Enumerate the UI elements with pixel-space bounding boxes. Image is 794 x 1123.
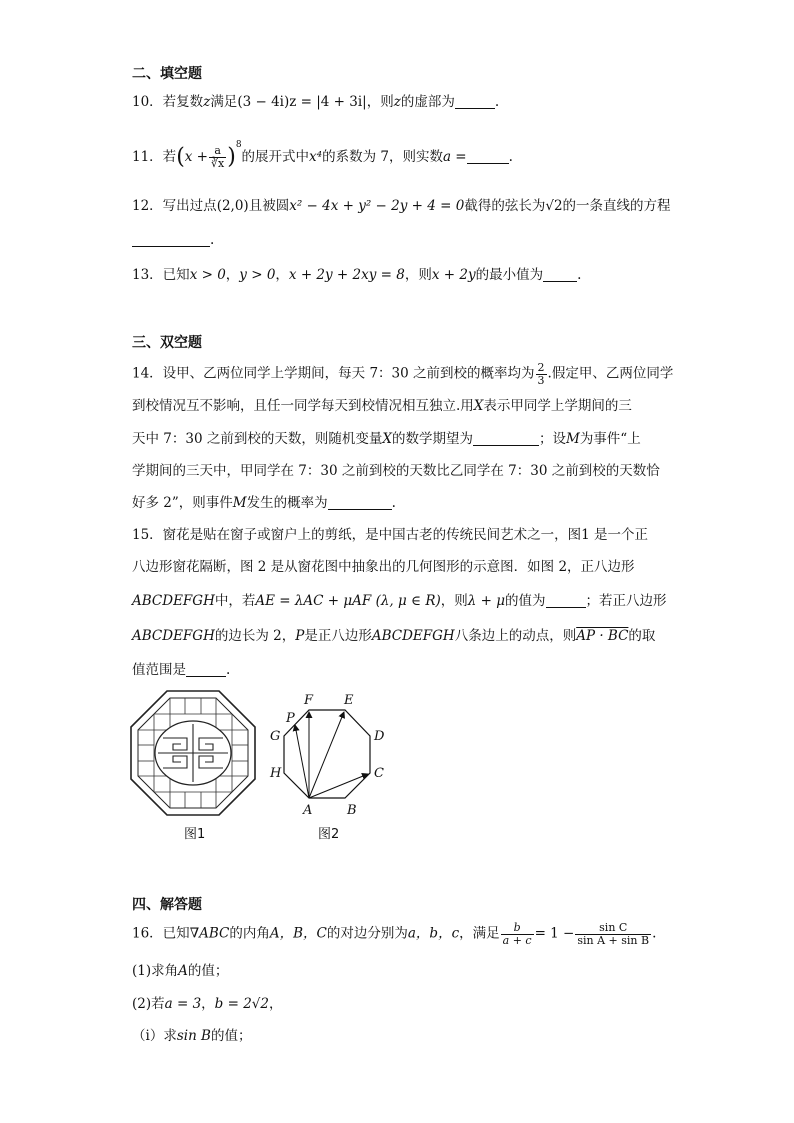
- figure-2-caption: 图2: [318, 827, 340, 842]
- figure-1-caption: 图1: [184, 827, 206, 842]
- vertex-label-b: B: [347, 803, 357, 816]
- vertex-label-g: G: [270, 729, 281, 744]
- question-11: 11．若(x + $\frac{a}{∛x}$ )$^8$的展开式中x⁴的系数为 7，则实数a = .: [132, 140, 513, 170]
- answer-blank[interactable]: [473, 431, 539, 446]
- answer-blank[interactable]: [328, 495, 392, 510]
- window-lattice-figure: [130, 690, 256, 816]
- answer-blank[interactable]: [467, 149, 509, 164]
- question-14-line1: 14．设甲、乙两位同学上学期间，每天 7：30 之前到校的概率均为 $\frac{2}{3}$ .假定甲、乙两位同学: [132, 361, 674, 387]
- answer-blank[interactable]: [546, 593, 586, 608]
- question-15-line1: 15．窗花是贴在窗子或窗户上的剪纸，是中国古老的传统民间艺术之一，图1 是一个正: [132, 527, 649, 543]
- section-title-fill: 二、填空题: [132, 66, 202, 82]
- question-16-part2-i: （ⅰ）求sin B的值；: [132, 1028, 252, 1044]
- question-15-line5: 值范围是 .: [132, 662, 231, 678]
- question-14-line2: 到校情况互不影响，且任一同学每天到校情况相互独立.用X表示甲同学上学期间的三: [132, 398, 632, 414]
- question-15-line2: 八边形窗花隔断，图 2 是从窗花图中抽象出的几何图形的示意图．如图 2，正八边形: [132, 559, 635, 575]
- question-16-part1: (1)求角A的值；: [132, 963, 229, 979]
- octagon-vector-figure: [266, 688, 396, 816]
- answer-blank[interactable]: [543, 267, 577, 282]
- answer-blank[interactable]: [186, 662, 226, 677]
- q11-fraction: $\frac{a}{∛x}$: [211, 144, 225, 170]
- answer-blank[interactable]: [132, 232, 210, 247]
- question-14-line3: 天中 7：30 之前到校的天数，则随机变量X的数学期望为 ；设M为事件“上: [132, 431, 641, 447]
- vertex-label-c: C: [374, 766, 384, 781]
- question-12-blank-line: .: [132, 232, 214, 248]
- question-10: 10．若复数z满足(3 − 4i)z = |4 + 3i|，则z的虚部为 .: [132, 94, 500, 110]
- question-15-line4: ABCDEFGH的边长为 2，P是正八边形ABCDEFGH八条边上的动点，则AP · BC的取: [132, 628, 656, 644]
- section-title-solve: 四、解答题: [132, 897, 202, 913]
- question-14-line4: 学期间的三天中，甲同学在 7：30 之前到校的天数比乙同学在 7：30 之前到校的天数恰: [132, 463, 660, 479]
- vertex-label-e: E: [344, 693, 354, 708]
- point-label-p: P: [286, 711, 295, 726]
- q10-equation: (3 − 4i)z = |4 + 3i|: [237, 94, 367, 110]
- vertex-label-f: F: [304, 693, 314, 708]
- answer-blank[interactable]: [455, 94, 495, 109]
- section-title-double: 三、双空题: [132, 335, 202, 351]
- question-15-line3: ABCDEFGH中，若AE = λAC + μAF (λ, μ ∈ R)，则λ + μ的值为 ；若正八边形: [132, 593, 667, 609]
- question-16-part2: (2)若a = 3，b = 2√2，: [132, 996, 283, 1012]
- question-14-line5: 好多 2”，则事件M发生的概率为 .: [132, 495, 396, 511]
- question-16: 16．已知∇ABC的内角A，B，C的对边分别为a，b，c，满足 $\frac{b}{a + c}$ = 1 − $\frac{\text{sin C}}{\text{sin A + sin B}}$ .: [132, 921, 657, 947]
- vertex-label-d: D: [374, 729, 385, 744]
- vector-equation: AE = λAC + μAF (λ, μ ∈ R): [255, 593, 441, 609]
- question-12: 12．写出过点(2,0)且被圆x² − 4x + y² − 2y + 4 = 0截得的弦长为√2的一条直线的方程: [132, 198, 671, 214]
- vertex-label-a: A: [303, 803, 313, 816]
- question-13: 13．已知x > 0，y > 0，x + 2y + 2xy = 8，则x + 2y的最小值为 .: [132, 267, 582, 283]
- vertex-label-h: H: [270, 766, 282, 781]
